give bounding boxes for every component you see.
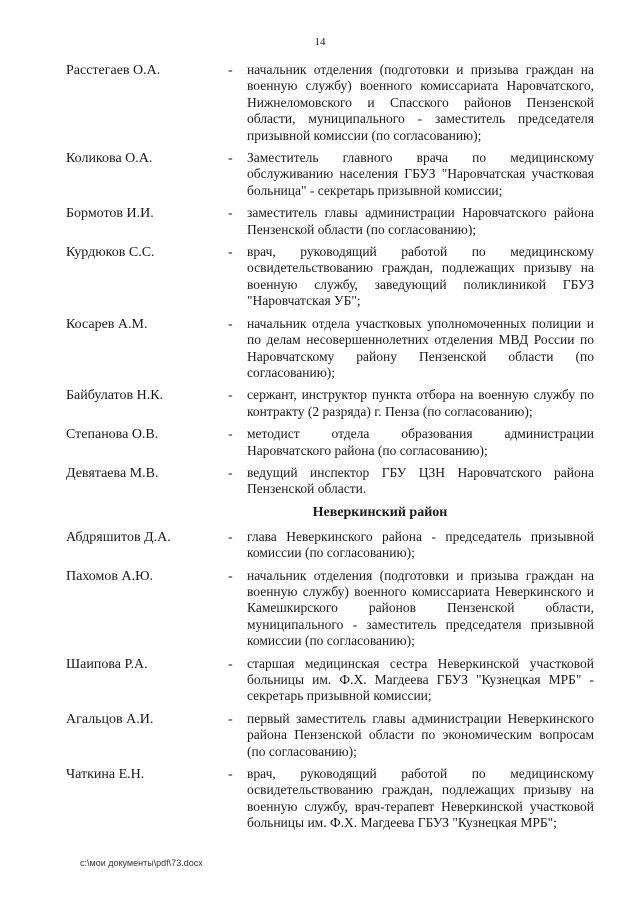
member-name: Шаипова Р.А.: [66, 656, 148, 672]
list-entry: [0, 529, 640, 562]
section-heading: Неверкинский район: [312, 504, 448, 520]
entry-dash: -: [228, 63, 233, 78]
entry-dash: -: [228, 316, 233, 332]
member-name: Байбулатов Н.К.: [66, 388, 164, 404]
list-entry: [0, 711, 640, 760]
member-name: Коликова О.А.: [66, 151, 153, 167]
list-entry: [0, 387, 640, 420]
list-entry: [0, 656, 640, 705]
entry-dash: -: [228, 151, 233, 167]
member-name: Расстегаев О.А.: [66, 63, 161, 78]
member-position: глава Неверкинского района - председатель призывной комиссии (по согласованию);: [247, 528, 594, 561]
list-entry: [0, 316, 640, 382]
member-name: Курдюков С.С.: [66, 245, 155, 261]
member-position: первый заместитель главы администрации Неверкинского района Пензенской области по экономическим вопросам (по согласованию);: [247, 710, 594, 759]
list-entry: [0, 244, 640, 310]
entry-dash: -: [228, 767, 233, 783]
member-name: Пахомов А.Ю.: [66, 568, 153, 584]
entry-dash: -: [228, 388, 233, 404]
list-entry: [0, 568, 640, 650]
member-position: ведущий инспектор ГБУ ЦЗН Наровчатского района Пензенской области.: [247, 464, 594, 497]
member-position: врач, руководящий работой по медицинскому освидетельствованию граждан, подлежащих призыву на военную службу, заведующий поликлиникой ГБУЗ "Наровчатская УБ";: [247, 244, 594, 309]
list-entry: [0, 62, 640, 144]
entry-dash: -: [228, 427, 233, 443]
member-name: Косарев А.М.: [66, 316, 148, 332]
member-position: методист отдела образования администрации Наровчатского района (по согласованию);: [247, 426, 594, 458]
member-position: Заместитель главного врача по медицинскому обслуживанию населения ГБУЗ "Наровчатская участковая больница" - секретарь призывной комиссии;: [247, 150, 594, 198]
list-entry: [0, 426, 640, 459]
entry-dash: -: [228, 465, 233, 481]
list-entry: [0, 766, 640, 832]
member-name: Чаткина Е.Н.: [66, 767, 145, 783]
commission-list: [0, 62, 640, 838]
entry-dash: -: [228, 206, 233, 222]
member-name: Бормотов И.И.: [66, 206, 154, 222]
member-position: заместитель главы администрации Наровчатского района Пензенской области (по согласованию);: [247, 205, 594, 237]
member-name: Степанова О.В.: [66, 427, 159, 443]
entry-dash: -: [228, 568, 233, 584]
entry-dash: -: [228, 656, 233, 672]
member-position: начальник отделения (подготовки и призыва граждан на военную службу) военного комиссариата Неверкинского и Камешкирского районов Пензенской области, муниципального - заместитель председателя призывной комиссии (по согласованию);: [247, 567, 594, 649]
member-position: начальник отдела участковых уполномоченных полиции и по делам несовершеннолетних отделения МВД России по Наровчатскому району Пензенской области (по согласованию);: [247, 315, 594, 380]
member-name: Агальцов А.И.: [66, 711, 154, 727]
entry-dash: -: [228, 529, 233, 545]
member-position: старшая медицинская сестра Неверкинской участковой больницы им. Ф.Х. Магдеева ГБУЗ "Кузнецкая МРБ" - секретарь призывной комиссии;: [247, 655, 594, 704]
member-position: врач, руководящий работой по медицинскому освидетельствованию граждан, подлежащих призыву на военную службу, врач-терапевт Неверкинской участковой больницы им. Ф.Х. Магдеева ГБУЗ "Кузнецкая МРБ";: [247, 766, 594, 831]
list-entry: [0, 465, 640, 498]
member-position: сержант, инструктор пункта отбора на военную службу по контракту (2 разряда) г. Пенза (по согласованию);: [247, 387, 594, 419]
entry-dash: -: [228, 245, 233, 261]
member-name: Девятаева М.В.: [66, 465, 159, 481]
file-path-footer: c:\мои документы\pdf\73.docx: [80, 858, 203, 868]
list-entry: [0, 150, 640, 199]
member-position: начальник отделения (подготовки и призыва граждан на военную службу) военного комиссариата Наровчатского, Нижнеломовского и Спасского районов Пензенской области, муниципального - заместитель председателя призывной комиссии (по согласованию);: [247, 62, 594, 143]
page-number: 14: [314, 36, 326, 48]
member-name: Абдряшитов Д.А.: [66, 529, 171, 545]
entry-dash: -: [228, 711, 233, 727]
list-entry: [0, 205, 640, 238]
